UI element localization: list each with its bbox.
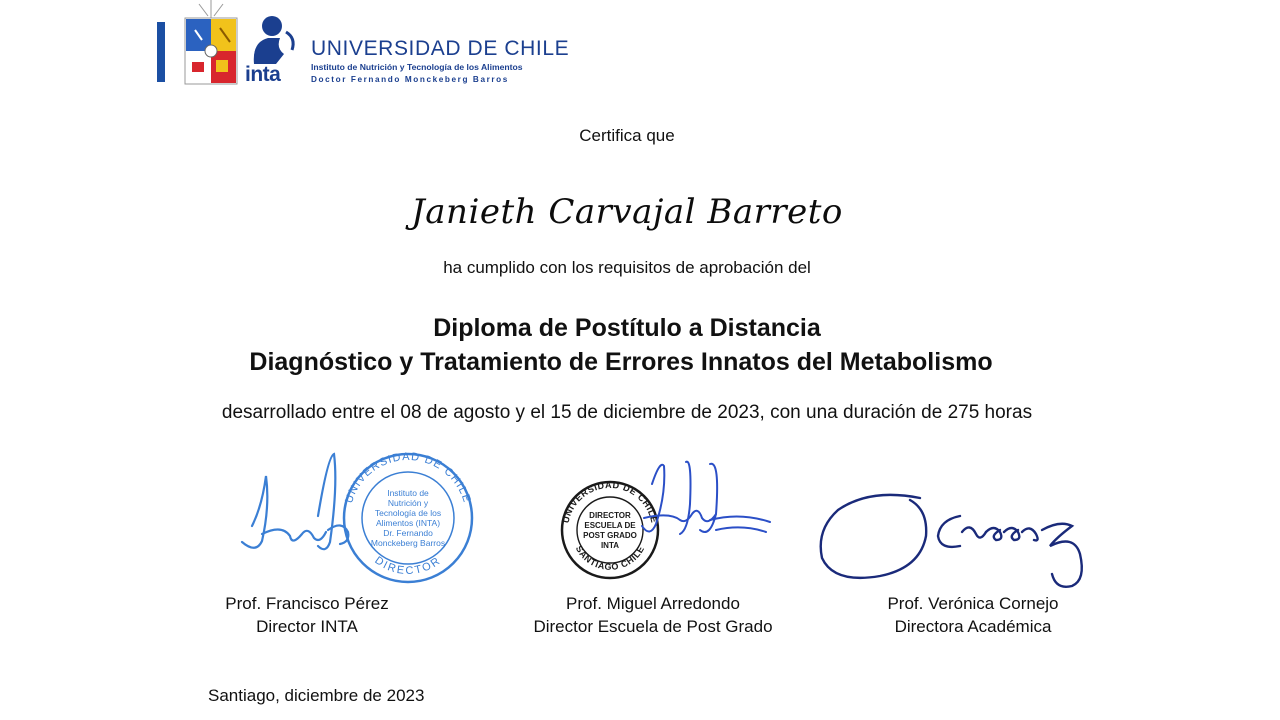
university-name: UNIVERSIDAD DE CHILE (311, 37, 570, 60)
signatory-3-name: Prof. Verónica Cornejo (887, 594, 1059, 613)
stamp1-line: Monckeberg Barros (370, 538, 446, 548)
stamp2-line: INTA (600, 541, 620, 550)
stamp1-ring-top: UNIVERSIDAD DE CHILE (343, 450, 473, 505)
stamp1-line: Nutrición y (387, 498, 429, 508)
stamp2-line: POST GRADO (583, 531, 637, 540)
inta-figure-icon (246, 14, 298, 66)
director-inta-stamp (343, 451, 473, 582)
stamp2-line: DIRECTOR (589, 511, 631, 520)
stamp1-line: Tecnología de los (374, 508, 442, 518)
stamp2-ring-top: UNIVERSIDAD DE CHILE (560, 479, 660, 524)
stamp2-line: ESCUELA DE (584, 521, 636, 530)
svg-text:DIRECTOR (372, 554, 443, 577)
signature-3 (810, 480, 1100, 595)
stamp1-line: Alimentos (INTA) (375, 518, 441, 528)
stamp1-ring-bottom: DIRECTOR (372, 554, 444, 578)
diploma-title: Diploma de Postítulo a Distancia (433, 314, 821, 342)
institute-doctor: Doctor Fernando Monckeberg Barros (311, 75, 509, 84)
signatory-2-role: Director Escuela de Post Grado (533, 617, 773, 636)
place-and-date: Santiago, diciembre de 2023 (208, 686, 425, 705)
inta-logo-text: inta (245, 63, 281, 86)
signatory-1-role: Director INTA (256, 617, 358, 636)
signatory-3-role: Directora Académica (894, 617, 1052, 636)
institute-name: Instituto de Nutrición y Tecnología de los Alimentos (311, 62, 523, 72)
signature-1 (232, 446, 482, 594)
recipient-name: Janieth Carvajal Barreto (411, 192, 843, 232)
stamp1-line: Dr. Fernando (383, 528, 433, 538)
signatory-2-name: Prof. Miguel Arredondo (566, 594, 740, 613)
diploma-program: Diagnóstico y Tratamiento de Errores Innatos del Metabolismo (249, 348, 993, 376)
stamp1-line: Instituto de (387, 488, 429, 498)
course-details: desarrollado entre el 08 de agosto y el 15 de diciembre de 2023, con una duración de 275 horas (221, 402, 1033, 423)
signature-2 (560, 454, 780, 584)
requirements-text: ha cumplido con los requisitos de aprobación del (443, 258, 811, 277)
certifies-label: Certifica que (579, 126, 675, 145)
signatory-1-name: Prof. Francisco Pérez (225, 594, 389, 613)
stamp2-ring-bottom: SANTIAGO CHILE (573, 544, 647, 572)
